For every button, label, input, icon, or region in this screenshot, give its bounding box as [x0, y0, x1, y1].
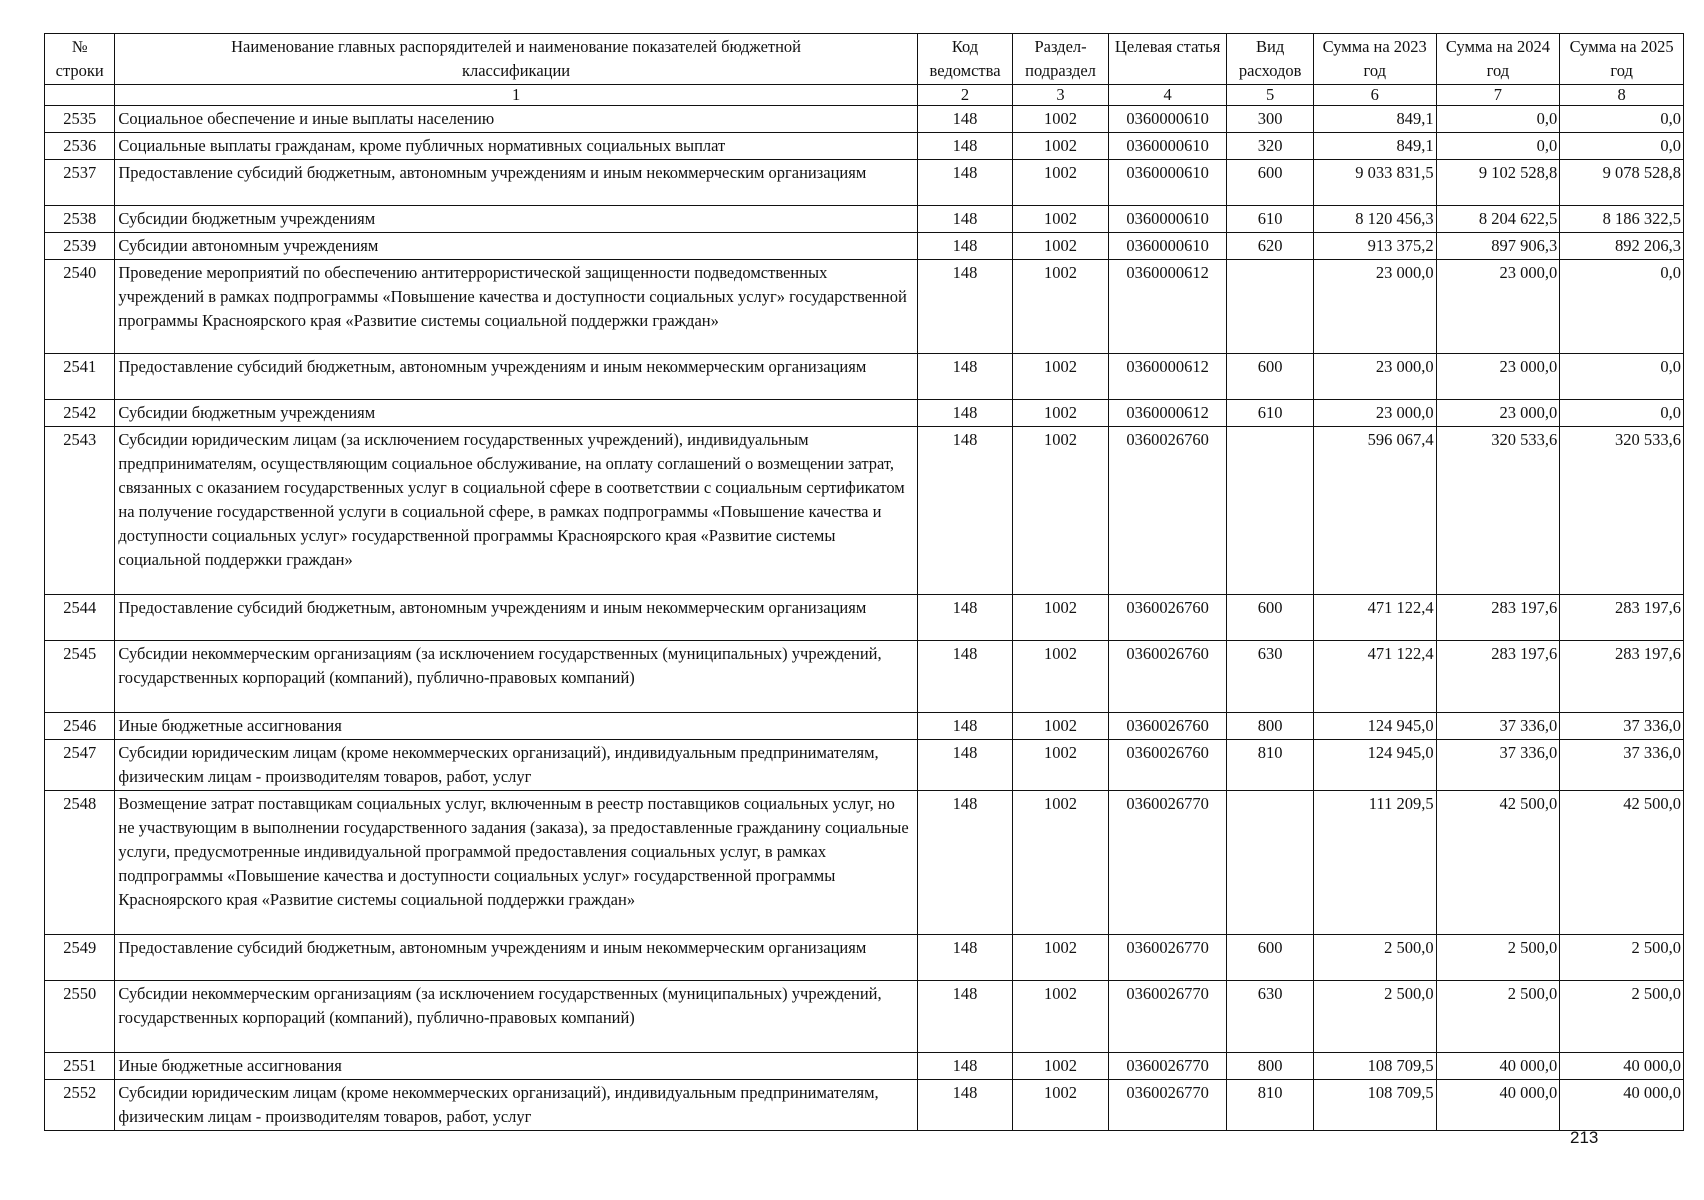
sum-2023: 849,1 [1313, 106, 1436, 133]
dept-code: 148 [917, 1080, 1013, 1131]
sum-2023: 471 122,4 [1313, 641, 1436, 713]
sum-2024: 2 500,0 [1436, 981, 1560, 1053]
row-number: 2548 [45, 791, 115, 935]
target-article: 0360026760 [1108, 641, 1227, 713]
header-sum-2024: Сумма на 2024 год [1436, 34, 1560, 85]
sum-2023: 2 500,0 [1313, 981, 1436, 1053]
budget-table [44, 33, 1684, 1131]
dept-code: 148 [917, 427, 1013, 595]
expense-type [1227, 260, 1313, 354]
table-row [45, 106, 1684, 133]
sum-2025: 37 336,0 [1560, 713, 1684, 740]
expense-type: 600 [1227, 935, 1313, 981]
table-row [45, 400, 1684, 427]
section-code: 1002 [1013, 400, 1109, 427]
sum-2025: 283 197,6 [1560, 595, 1684, 641]
section-code: 1002 [1013, 133, 1109, 160]
table-header [45, 34, 1684, 106]
row-name: Субсидии некоммерческим организациям (за исключением государственных (муниципальных) учреждений, государственных корпораций (компаний), публично-правовых компаний) [115, 641, 917, 713]
expense-type: 610 [1227, 206, 1313, 233]
target-article: 0360000612 [1108, 400, 1227, 427]
row-name: Субсидии юридическим лицам (кроме некоммерческих организаций), индивидуальным предпринимателям, физическим лицам - производителям товаров, работ, услуг [115, 1080, 917, 1131]
dept-code: 148 [917, 713, 1013, 740]
section-code: 1002 [1013, 1080, 1109, 1131]
row-number: 2545 [45, 641, 115, 713]
row-name: Предоставление субсидий бюджетным, автономным учреждениям и иным некоммерческим организациям [115, 354, 917, 400]
table-row [45, 981, 1684, 1053]
sum-2024: 23 000,0 [1436, 354, 1560, 400]
sum-2023: 849,1 [1313, 133, 1436, 160]
expense-type: 610 [1227, 400, 1313, 427]
sum-2023: 111 209,5 [1313, 791, 1436, 935]
table-row [45, 595, 1684, 641]
row-name: Социальное обеспечение и иные выплаты населению [115, 106, 917, 133]
section-code: 1002 [1013, 791, 1109, 935]
target-article: 0360000610 [1108, 233, 1227, 260]
target-article: 0360026760 [1108, 595, 1227, 641]
sum-2023: 108 709,5 [1313, 1080, 1436, 1131]
dept-code: 148 [917, 791, 1013, 935]
expense-type: 630 [1227, 981, 1313, 1053]
expense-type: 800 [1227, 1053, 1313, 1080]
row-number: 2541 [45, 354, 115, 400]
target-article: 0360026770 [1108, 791, 1227, 935]
header-expense-type: Вид расходов [1227, 34, 1313, 85]
sum-2025: 283 197,6 [1560, 641, 1684, 713]
row-name: Субсидии бюджетным учреждениям [115, 400, 917, 427]
target-article: 0360026770 [1108, 935, 1227, 981]
sum-2024: 23 000,0 [1436, 260, 1560, 354]
table-row [45, 1080, 1684, 1131]
section-code: 1002 [1013, 106, 1109, 133]
table-row [45, 133, 1684, 160]
dept-code: 148 [917, 595, 1013, 641]
row-number: 2550 [45, 981, 115, 1053]
column-index: 7 [1436, 85, 1560, 106]
section-code: 1002 [1013, 981, 1109, 1053]
sum-2024: 40 000,0 [1436, 1080, 1560, 1131]
expense-type: 600 [1227, 160, 1313, 206]
header-sum-2023: Сумма на 2023 год [1313, 34, 1436, 85]
row-number: 2537 [45, 160, 115, 206]
sum-2024: 0,0 [1436, 133, 1560, 160]
row-number: 2547 [45, 740, 115, 791]
sum-2024: 42 500,0 [1436, 791, 1560, 935]
column-index: 5 [1227, 85, 1313, 106]
row-name: Иные бюджетные ассигнования [115, 1053, 917, 1080]
row-name: Предоставление субсидий бюджетным, автономным учреждениям и иным некоммерческим организациям [115, 160, 917, 206]
column-index: 3 [1013, 85, 1109, 106]
table-row [45, 740, 1684, 791]
dept-code: 148 [917, 354, 1013, 400]
header-name: Наименование главных распорядителей и наименование показателей бюджетной классификации [115, 34, 917, 85]
target-article: 0360026770 [1108, 981, 1227, 1053]
sum-2025: 320 533,6 [1560, 427, 1684, 595]
sum-2023: 471 122,4 [1313, 595, 1436, 641]
section-code: 1002 [1013, 641, 1109, 713]
sum-2024: 37 336,0 [1436, 740, 1560, 791]
section-code: 1002 [1013, 160, 1109, 206]
expense-type [1227, 427, 1313, 595]
row-number: 2535 [45, 106, 115, 133]
section-code: 1002 [1013, 354, 1109, 400]
header-row-number: № строки [45, 34, 115, 85]
dept-code: 148 [917, 981, 1013, 1053]
sum-2023: 23 000,0 [1313, 354, 1436, 400]
column-index [45, 85, 115, 106]
row-number: 2540 [45, 260, 115, 354]
dept-code: 148 [917, 935, 1013, 981]
budget-table-sheet [44, 33, 1684, 1131]
sum-2023: 23 000,0 [1313, 260, 1436, 354]
row-name: Социальные выплаты гражданам, кроме публичных нормативных социальных выплат [115, 133, 917, 160]
row-name: Возмещение затрат поставщикам социальных услуг, включенным в реестр поставщиков социальных услуг, но не участвующим в выполнении государственного задания (заказа), за предоставленные гражданину социальные услуги, предусмотренные индивидуальной программой предоставления социальных услуг, в рамках подпрограммы «Повышение качества и доступности социальных услуг» государственной программы Красноярского края «Развитие системы социальной поддержки граждан» [115, 791, 917, 935]
section-code: 1002 [1013, 427, 1109, 595]
target-article: 0360000612 [1108, 260, 1227, 354]
sum-2023: 9 033 831,5 [1313, 160, 1436, 206]
dept-code: 148 [917, 206, 1013, 233]
row-name: Субсидии юридическим лицам (за исключением государственных учреждений), индивидуальным предпринимателям, осуществляющим социальное обслуживание, на оплату соглашений о возмещении затрат, связанных с оказанием государственных услуг в социальной сфере в соответствии с социальным сертификатом на получение государственной услуги в социальной сфере, в рамках подпрограммы «Повышение качества и доступности социальных услуг» государственной программы Красноярского края «Развитие системы социальной поддержки граждан» [115, 427, 917, 595]
table-row [45, 935, 1684, 981]
target-article: 0360000610 [1108, 206, 1227, 233]
section-code: 1002 [1013, 740, 1109, 791]
target-article: 0360000610 [1108, 160, 1227, 206]
sum-2024: 320 533,6 [1436, 427, 1560, 595]
sum-2025: 0,0 [1560, 106, 1684, 133]
table-row [45, 354, 1684, 400]
sum-2024: 8 204 622,5 [1436, 206, 1560, 233]
sum-2025: 8 186 322,5 [1560, 206, 1684, 233]
row-number: 2551 [45, 1053, 115, 1080]
row-number: 2542 [45, 400, 115, 427]
section-code: 1002 [1013, 260, 1109, 354]
expense-type: 300 [1227, 106, 1313, 133]
section-code: 1002 [1013, 206, 1109, 233]
column-index: 8 [1560, 85, 1684, 106]
table-row [45, 791, 1684, 935]
dept-code: 148 [917, 106, 1013, 133]
target-article: 0360026760 [1108, 427, 1227, 595]
target-article: 0360000610 [1108, 133, 1227, 160]
sum-2025: 42 500,0 [1560, 791, 1684, 935]
table-row [45, 427, 1684, 595]
sum-2023: 913 375,2 [1313, 233, 1436, 260]
sum-2025: 40 000,0 [1560, 1080, 1684, 1131]
table-row [45, 206, 1684, 233]
dept-code: 148 [917, 740, 1013, 791]
expense-type: 620 [1227, 233, 1313, 260]
table-body [45, 106, 1684, 1131]
sum-2023: 596 067,4 [1313, 427, 1436, 595]
dept-code: 148 [917, 160, 1013, 206]
dept-code: 148 [917, 233, 1013, 260]
sum-2024: 9 102 528,8 [1436, 160, 1560, 206]
table-row [45, 713, 1684, 740]
expense-type: 600 [1227, 595, 1313, 641]
row-number: 2544 [45, 595, 115, 641]
table-row [45, 160, 1684, 206]
target-article: 0360000610 [1108, 106, 1227, 133]
dept-code: 148 [917, 133, 1013, 160]
target-article: 0360026760 [1108, 713, 1227, 740]
header-dept-code: Код ведомства [917, 34, 1013, 85]
table-row [45, 260, 1684, 354]
target-article: 0360026770 [1108, 1080, 1227, 1131]
row-number: 2552 [45, 1080, 115, 1131]
sum-2023: 23 000,0 [1313, 400, 1436, 427]
row-number: 2538 [45, 206, 115, 233]
row-number: 2539 [45, 233, 115, 260]
header-row [45, 34, 1684, 85]
target-article: 0360026760 [1108, 740, 1227, 791]
expense-type: 600 [1227, 354, 1313, 400]
table-row [45, 1053, 1684, 1080]
section-code: 1002 [1013, 1053, 1109, 1080]
column-index-row [45, 85, 1684, 106]
sum-2024: 283 197,6 [1436, 595, 1560, 641]
sum-2025: 9 078 528,8 [1560, 160, 1684, 206]
sum-2024: 40 000,0 [1436, 1053, 1560, 1080]
sum-2025: 2 500,0 [1560, 981, 1684, 1053]
row-number: 2543 [45, 427, 115, 595]
row-name: Субсидии некоммерческим организациям (за исключением государственных (муниципальных) учреждений, государственных корпораций (компаний), публично-правовых компаний) [115, 981, 917, 1053]
row-number: 2536 [45, 133, 115, 160]
sum-2024: 23 000,0 [1436, 400, 1560, 427]
row-name: Проведение мероприятий по обеспечению антитеррористической защищенности подведомственных учреждений в рамках подпрограммы «Повышение качества и доступности социальных услуг» государственной программы Красноярского края «Развитие системы социальной поддержки граждан» [115, 260, 917, 354]
sum-2024: 2 500,0 [1436, 935, 1560, 981]
row-name: Предоставление субсидий бюджетным, автономным учреждениям и иным некоммерческим организациям [115, 935, 917, 981]
sum-2025: 0,0 [1560, 260, 1684, 354]
sum-2023: 2 500,0 [1313, 935, 1436, 981]
column-index: 2 [917, 85, 1013, 106]
dept-code: 148 [917, 260, 1013, 354]
section-code: 1002 [1013, 935, 1109, 981]
header-sum-2025: Сумма на 2025 год [1560, 34, 1684, 85]
row-name: Субсидии бюджетным учреждениям [115, 206, 917, 233]
table-row [45, 641, 1684, 713]
target-article: 0360026770 [1108, 1053, 1227, 1080]
sum-2023: 124 945,0 [1313, 713, 1436, 740]
expense-type: 630 [1227, 641, 1313, 713]
row-number: 2549 [45, 935, 115, 981]
expense-type: 320 [1227, 133, 1313, 160]
expense-type: 810 [1227, 740, 1313, 791]
row-name: Предоставление субсидий бюджетным, автономным учреждениям и иным некоммерческим организациям [115, 595, 917, 641]
row-name: Субсидии юридическим лицам (кроме некоммерческих организаций), индивидуальным предпринимателям, физическим лицам - производителям товаров, работ, услуг [115, 740, 917, 791]
sum-2023: 8 120 456,3 [1313, 206, 1436, 233]
sum-2025: 37 336,0 [1560, 740, 1684, 791]
column-index: 1 [115, 85, 917, 106]
sum-2025: 2 500,0 [1560, 935, 1684, 981]
dept-code: 148 [917, 1053, 1013, 1080]
dept-code: 148 [917, 641, 1013, 713]
section-code: 1002 [1013, 595, 1109, 641]
sum-2025: 892 206,3 [1560, 233, 1684, 260]
header-section: Раздел-подраздел [1013, 34, 1109, 85]
sum-2024: 37 336,0 [1436, 713, 1560, 740]
target-article: 0360000612 [1108, 354, 1227, 400]
sum-2023: 124 945,0 [1313, 740, 1436, 791]
section-code: 1002 [1013, 233, 1109, 260]
sum-2023: 108 709,5 [1313, 1053, 1436, 1080]
sum-2025: 0,0 [1560, 133, 1684, 160]
sum-2025: 0,0 [1560, 400, 1684, 427]
sum-2025: 40 000,0 [1560, 1053, 1684, 1080]
expense-type: 800 [1227, 713, 1313, 740]
dept-code: 148 [917, 400, 1013, 427]
column-index: 6 [1313, 85, 1436, 106]
sum-2024: 0,0 [1436, 106, 1560, 133]
row-name: Субсидии автономным учреждениям [115, 233, 917, 260]
header-target-article: Целевая статья [1108, 34, 1227, 85]
row-number: 2546 [45, 713, 115, 740]
sum-2025: 0,0 [1560, 354, 1684, 400]
table-row [45, 233, 1684, 260]
expense-type: 810 [1227, 1080, 1313, 1131]
row-name: Иные бюджетные ассигнования [115, 713, 917, 740]
sum-2024: 897 906,3 [1436, 233, 1560, 260]
section-code: 1002 [1013, 713, 1109, 740]
expense-type [1227, 791, 1313, 935]
sum-2024: 283 197,6 [1436, 641, 1560, 713]
page-number: 213 [1570, 1128, 1599, 1147]
column-index: 4 [1108, 85, 1227, 106]
